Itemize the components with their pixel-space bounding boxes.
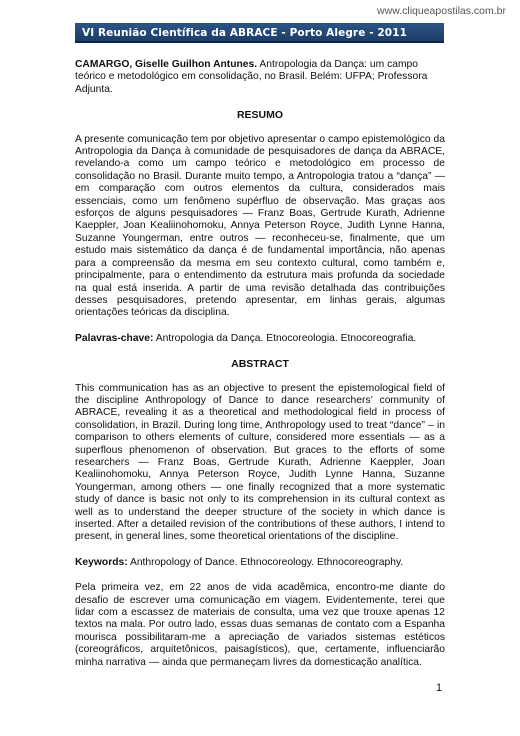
resumo-text: A presente comunicação tem por objetivo apresentar o campo epistemológico da Antropologia da Dança à comunidade de pesquisadores de dança da ABRACE, revelando-a como um campo teórico e metodológico em processo de consolidação no Brasil. Durante muito tempo, a Antropologia tratou a “dança” — em comparação com outros elementos da cultura, considerados mais essenciais, como um fenômeno supérfluo de observação. Mas graças aos esforços de alguns pesquisadores — Franz Boas, Gertrude Kurath, Adrienne Kaeppler, Joan Kealiinohomoku, Annya Peterson Royce, Judith Lynne Hanna, Suzanne Youngerman, entre outros — reconheceu-se, finalmente, que um estudo mais sistemático da dança é de fundamental importância, não apenas para a compreensão da mesma em seu contexto cultural, como também e, principalmente, para o entendimento da estrutura mais profunda da sociedade na qual está inserida. A partir de uma revisão detalhada das contribuições desses pesquisadores, pretendo apresentar, em linhas gerais, algumas orientações teóricas da disciplina. (75, 133, 445, 319)
resumo-keywords (75, 333, 445, 345)
body-paragraph: Pela primeira vez, em 22 anos de vida acadêmica, encontro-me diante do desafio de escrever uma comunicação em viagem. Evidentemente, terei que lidar com a escassez de materiais de consulta, uma vez que trouxe apenas 12 textos na mala. Por outro lado, essas duas semanas de contato com a Espanha mourisca possibilitaram-me a apreciação de variados sistemas estéticos (coreográficos, arquitetônicos, paisagísticos), que, certamente, influenciarão minha narrativa — ainda que permaneçam livres da domesticação analítica. (75, 582, 445, 668)
resumo-keywords-value: Antropologia da Dança. Etnocoreologia. Etnocoreografia. (155, 332, 417, 344)
author-details: Antropologia da Dança: um campo teórico e metodológico em consolidação, no Brasil. Belém: UFPA; Professora Adjunta. (75, 59, 428, 95)
author-name: CAMARGO, Giselle Guilhon Antunes. (75, 59, 258, 70)
abstract-keywords-label: Keywords: (75, 556, 128, 568)
abstract-keywords (75, 557, 445, 569)
resumo-heading: RESUMO (236, 109, 284, 122)
abstract-keywords-value: Anthropology of Dance. Ethnocoreology. Ethnocoreography. (129, 556, 404, 568)
page-number: 1 (436, 682, 443, 694)
author-citation (75, 59, 445, 96)
abstract-heading: ABSTRACT (231, 358, 289, 371)
conference-banner: VI Reunião Científica da ABRACE - Porto Alegre - 2011 (75, 23, 444, 43)
document-body (75, 59, 445, 669)
resumo-keywords-label: Palavras-chave: (75, 332, 154, 344)
abstract-text: This communication has as an objective to present the epistemological field of the discipline Anthropology of Dance to dance researchers’ community of ABRACE, revealing it as a theoretical and methodological field in process of consolidation, in Brazil. During long time, Anthropology used to treat “dance” – in comparison to others elements of culture, considered more essentials — as a superflous phenomenon of observation. But graces to the efforts of some researchers — Franz Boas, Gertrude Kurath, Adrienne Kaeppler, Joan Kealiinohomoku, Annya Peterson Royce, Judith Lynne Hanna, Suzanne Youngerman, among others — one finally recognized that a more systematic study of dance is basic not only to its comprehension in its cultural context as well as to understand the deeper structure of the society in which dance is inserted. After a detailed revision of the contributions of these authors, I intend to present, in general lines, some theoretical orientations of the discipline. (75, 382, 445, 543)
watermark-url: www.cliqueapostilas.com.br (377, 5, 506, 17)
